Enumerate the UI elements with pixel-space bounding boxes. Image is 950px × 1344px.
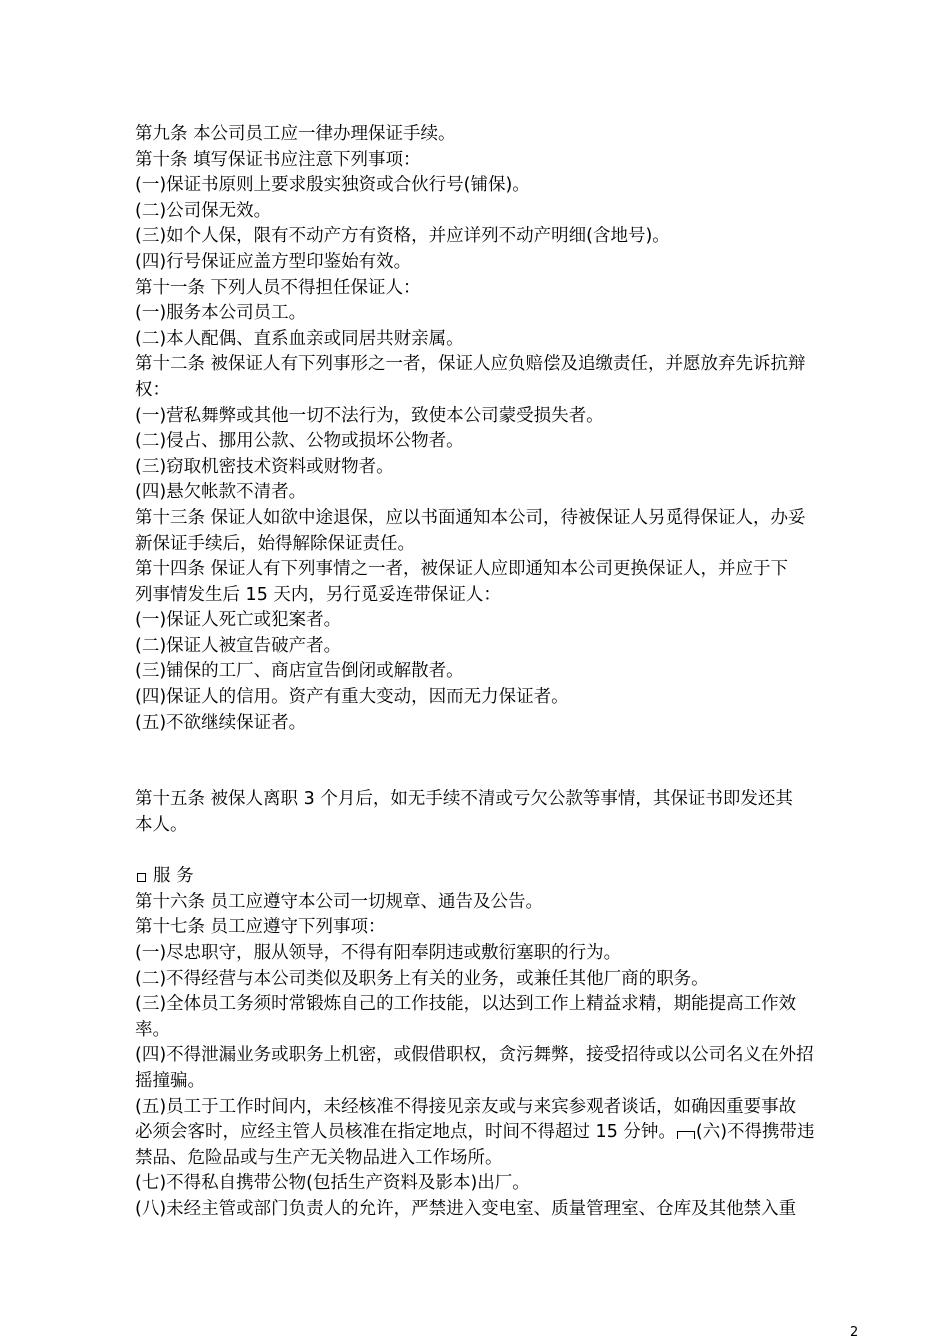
text-line: (一)保证人死亡或犯案者。 <box>135 610 342 631</box>
text-line: (二)本人配偶、直系血亲或同居共财亲属。 <box>135 328 464 349</box>
text-line: 摇撞骗。 <box>135 1070 205 1091</box>
section-heading-text: 服 务 <box>153 866 194 887</box>
text-line: (一)尽忠职守，服从领导，不得有阳奉阴违或敷衍塞职的行为。 <box>135 943 622 963</box>
text-line: 第十条 填写保证书应注意下列事项： <box>135 149 421 170</box>
text-line: 第十五条 被保人离职 3 个月后，如无手续不清或亏欠公款等事情，其保证书即发还其 <box>135 789 793 810</box>
text-line: (五)员工于工作时间内，未经核准不得接见亲友或与来宾参观者谈话，如确因重要事故 <box>135 1096 797 1117</box>
text-line: (五)不欲继续保证者。 <box>135 712 307 733</box>
text-line: (二)公司保无效。 <box>135 200 272 221</box>
text-line: (三)窃取机密技术资料或财物者。 <box>135 456 394 477</box>
text-line: (一)营私舞弊或其他一切不法行为，致使本公司蒙受损失者。 <box>135 405 604 426</box>
text-line: (八)未经主管或部门负责人的允许，严禁进入变电室、质量管理室、仓库及其他禁入重 <box>135 1198 797 1219</box>
text-line: (三)全体员工务须时常锻炼自己的工作技能，以达到工作上精益求精，期能提高工作效 <box>135 994 797 1015</box>
text-line: 本人。 <box>135 815 188 836</box>
text-line: (三)如个人保，限有不动产方有资格，并应详列不动产明细(含地号)。 <box>135 226 670 247</box>
text-line: 权： <box>135 379 170 400</box>
text-line: 第十六条 员工应遵守本公司一切规章、通告及公告。 <box>135 891 544 912</box>
blank-line <box>135 839 863 865</box>
blank-line <box>135 736 863 762</box>
blank-line <box>135 762 863 788</box>
document-body <box>135 122 863 1223</box>
text-line: 第十七条 员工应遵守下列事项： <box>135 917 386 938</box>
text-line: 率。 <box>135 1019 170 1040</box>
text-line: 第十三条 保证人如欲中途退保，应以书面通知本公司，待被保证人另觅得保证人，办妥 <box>135 507 806 528</box>
text-segment: (六)不得携带违 <box>695 1122 815 1143</box>
bracket-mark-icon <box>677 1131 695 1139</box>
text-line: 第九条 本公司员工应一律办理保证手续。 <box>135 124 456 144</box>
text-segment: 必须会客时，应经主管人员核准在指定地点，时间不得超过 15 分钟。 <box>135 1122 676 1143</box>
text-line: 第十一条 下列人员不得担任保证人： <box>135 277 421 298</box>
text-line: 第十四条 保证人有下列事情之一者，被保证人应即通知本公司更换保证人，并应于下 <box>135 559 789 580</box>
text-line: 第十二条 被保证人有下列事形之一者，保证人应负赔偿及追缴责任，并愿放弃先诉抗辩 <box>135 354 806 375</box>
text-line: (一)服务本公司员工。 <box>135 303 307 324</box>
section-heading <box>135 864 863 890</box>
text-line: (四)行号保证应盖方型印鉴始有效。 <box>135 251 412 272</box>
text-line: (四)悬欠帐款不清者。 <box>135 482 307 503</box>
text-line: (二)保证人被宣告破产者。 <box>135 635 342 656</box>
text-line: 禁品、危险品或与生产无关物品进入工作场所。 <box>135 1147 503 1168</box>
text-line <box>135 1120 863 1146</box>
text-line: 新保证手续后，始得解除保证责任。 <box>135 533 415 554</box>
text-line: (一)保证书原则上要求殷实独资或合伙行号(铺保)。 <box>135 175 530 196</box>
text-line: (二)不得经营与本公司类似及职务上有关的业务，或兼任其他厂商的职务。 <box>135 968 709 989</box>
text-line: (三)铺保的工厂、商店宣告倒闭或解散者。 <box>135 661 464 682</box>
page-number: 2 <box>850 1325 859 1340</box>
text-line: (四)不得泄漏业务或职务上机密，或假借职权，贪污舞弊，接受招待或以公司名义在外招 <box>135 1045 814 1066</box>
text-line: (二)侵占、挪用公款、公物或损坏公物者。 <box>135 431 464 452</box>
text-line: (四)保证人的信用。资产有重大变动，因而无力保证者。 <box>135 687 569 708</box>
square-bullet-icon <box>137 873 146 882</box>
text-line: 列事情发生后 15 天内，另行觅妥连带保证人： <box>135 584 501 605</box>
text-line: (七)不得私自携带公物(包括生产资料及影本)出厂。 <box>135 1173 530 1194</box>
